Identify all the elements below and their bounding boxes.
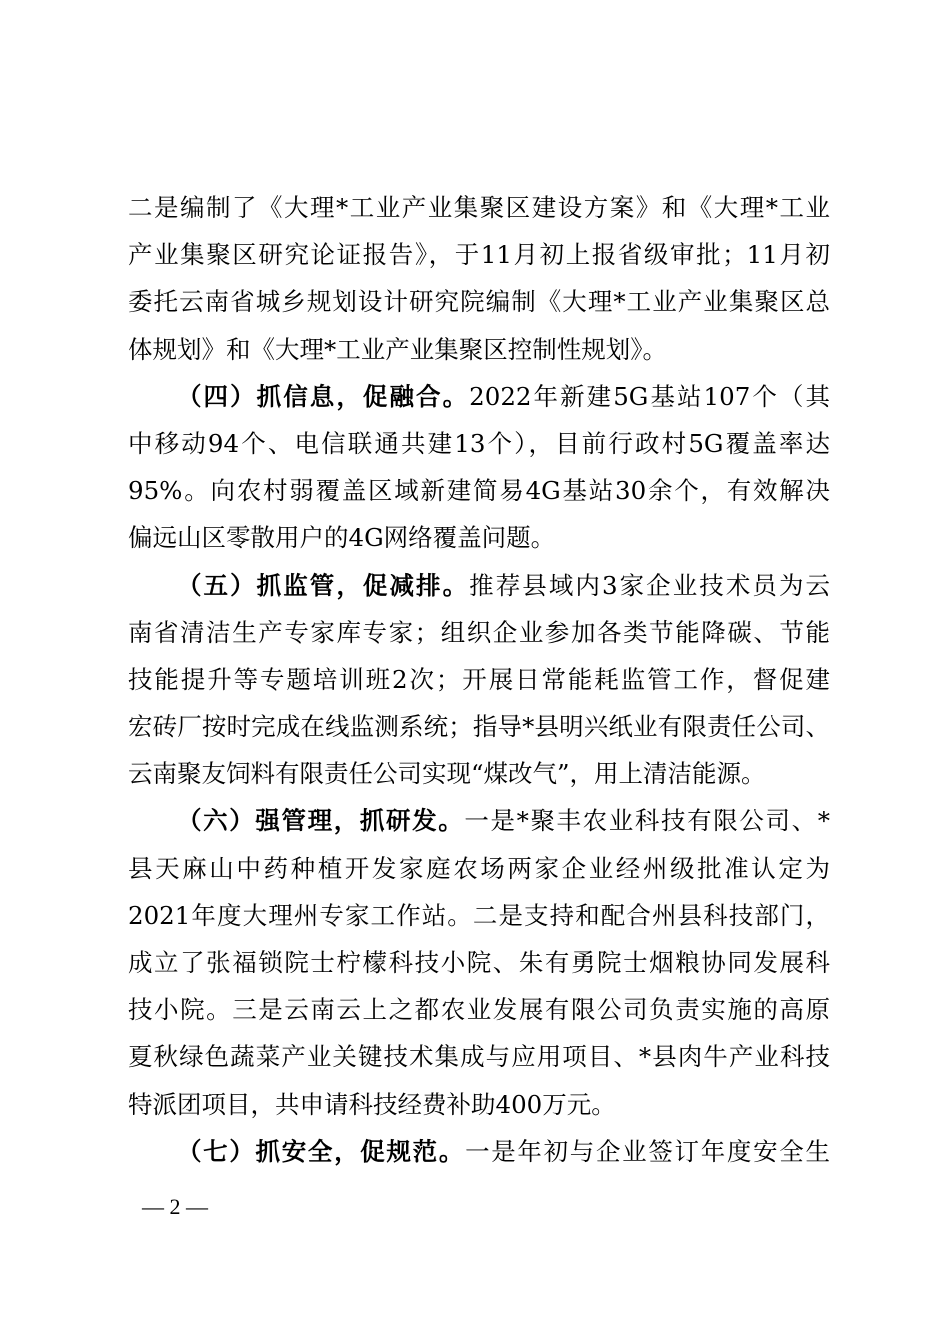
section-6-heading: （六）强管理，抓研发。 [177, 806, 465, 836]
text-line: 偏远山区零散用户的4G网络覆盖问题。 [128, 523, 556, 553]
section-4-first-line: 2022年新建5G基站107个（其 [469, 381, 830, 411]
section-4-paragraph [128, 373, 830, 562]
text-line: 二是编制了《大理*工业产业集聚区建设方案》和《大理*工业 [128, 193, 830, 222]
text-line: 南省清洁生产专家库专家；组织企业参加各类节能降碳、节能 [128, 617, 830, 647]
section-7-first-line: 一是年初与企业签订年度安全生 [465, 1136, 830, 1166]
text-line [128, 797, 830, 844]
text-line: 95%。向农村弱覆盖区域新建简易4G基站30余个，有效解决 [128, 476, 830, 506]
text-line [128, 562, 830, 609]
text-line: 体规划》和《大理*工业产业集聚区控制性规划》。 [128, 334, 667, 364]
text-line: 委托云南省城乡规划设计研究院编制《大理*工业产业集聚区总 [128, 287, 830, 317]
text-line: 成立了张福锁院士柠檬科技小院、朱有勇院士烟粮协同发展科 [128, 948, 830, 977]
section-7-heading: （七）抓安全，促规范。 [177, 1136, 466, 1166]
section-6-first-line: 一是*聚丰农业科技有限公司、* [464, 806, 830, 836]
body-text [128, 184, 830, 1175]
text-line: 云南聚友饲料有限责任公司实现“煤改气”，用上清洁能源。 [128, 759, 766, 789]
text-line: 技能提升等专题培训班2次；开展日常能耗监管工作，督促建 [128, 664, 830, 694]
section-5-paragraph [128, 562, 830, 798]
section-5-first-line: 推荐县域内3家企业技术员为云 [469, 570, 830, 600]
text-line: 宏砖厂按时完成在线监测系统；指导*县明兴纸业有限责任公司、 [128, 712, 830, 742]
section-7-paragraph [128, 1128, 830, 1175]
text-line: 技小院。三是云南云上之都农业发展有限公司负责实施的高原 [128, 995, 830, 1025]
section-4-heading: （四）抓信息，促融合。 [177, 381, 470, 411]
text-line [128, 373, 830, 420]
text-line: 特派团项目，共申请科技经费补助400万元。 [128, 1089, 616, 1119]
paragraph-continuation [128, 184, 830, 373]
text-line [128, 1128, 830, 1175]
section-5-heading: （五）抓监管，促减排。 [177, 570, 470, 600]
page-number: — 2 — [142, 1194, 208, 1219]
text-line: 产业集聚区研究论证报告》，于11月初上报省级审批；11月初 [128, 240, 830, 270]
text-line: 县天麻山中药种植开发家庭农场两家企业经州级批准认定为 [128, 853, 830, 883]
text-line: 中移动94个、电信联通共建13个），目前行政村5G覆盖率达 [128, 428, 830, 458]
text-line: 2021年度大理州专家工作站。二是支持和配合州县科技部门， [128, 900, 830, 930]
text-line: 夏秋绿色蔬菜产业关键技术集成与应用项目、*县肉牛产业科技 [128, 1042, 830, 1072]
section-6-paragraph [128, 797, 830, 1127]
